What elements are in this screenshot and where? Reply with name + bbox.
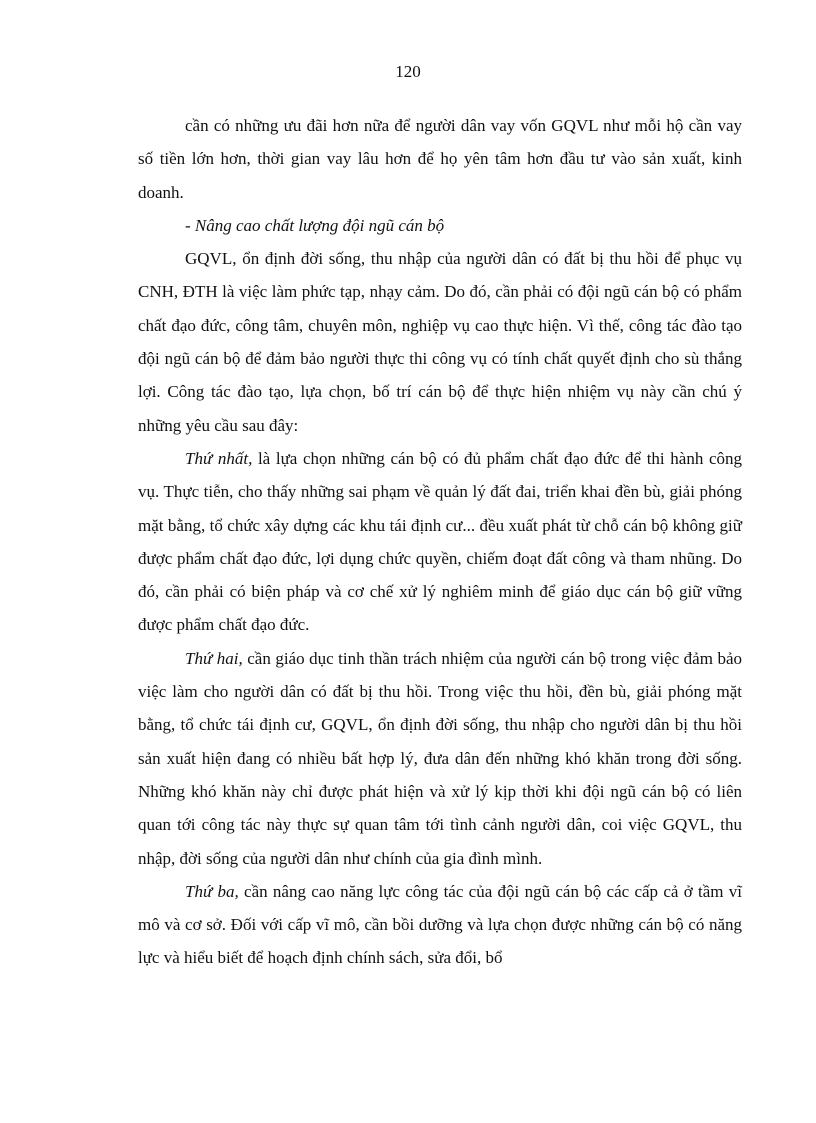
paragraph-continuation: cần có những ưu đãi hơn nữa để người dân vay vốn GQVL như mỗi hộ cần vay số tiền lớn hơn, thời gian vay lâu hơn để họ yên tâm hơn đầu tư vào sản xuất, kinh doanh. xyxy=(138,116,742,202)
first-requirement-lead: Thứ nhất, xyxy=(185,448,253,468)
paragraph-first-requirement xyxy=(138,442,742,642)
first-requirement-text: là lựa chọn những cán bộ có đủ phẩm chất đạo đức để thi hành công vụ. Thực tiễn, cho thấy những sai phạm về quản lý đất đai, triển khai đền bù, giải phóng mặt bằng, tổ chức xây dựng các khu tái định cư... đều xuất phát từ chỗ cán bộ không giữ được phẩm chất đạo đức, lợi dụng chức quyền, chiếm đoạt đất công và tham nhũng. Do đó, cần phải có biện pháp và cơ chế xử lý nghiêm minh để giáo dục cán bộ giữ vững được phẩm chất đạo đức. xyxy=(138,448,742,635)
paragraph-second-requirement xyxy=(138,642,742,875)
second-requirement-lead: Thứ hai, xyxy=(185,648,243,668)
paragraph-intro: GQVL, ổn định đời sống, thu nhập của người dân có đất bị thu hồi để phục vụ CNH, ĐTH là việc làm phức tạp, nhạy cảm. Do đó, cần phải có đội ngũ cán bộ có phẩm chất đạo đức, công tâm, chuyên môn, nghiệp vụ cao thực hiện. Vì thế, công tác đào tạo đội ngũ cán bộ để đảm bảo người thực thi công vụ có tính chất quyết định cho sù thắng lợi. Công tác đào tạo, lựa chọn, bố trí cán bộ để thực hiện nhiệm vụ này cần chú ý những yêu cầu sau đây: xyxy=(138,249,742,435)
page-number: 120 xyxy=(395,62,421,81)
third-requirement-text: cần nâng cao năng lực công tác của đội ngũ cán bộ các cấp cả ở tầm vĩ mô và cơ sở. Đối với cấp vĩ mô, cần bồi dưỡng và lựa chọn được những cán bộ có năng lực và hiểu biết để hoạch định chính sách, sửa đổi, bổ xyxy=(138,881,742,968)
document-body xyxy=(138,109,742,975)
paragraph-third-requirement xyxy=(138,875,742,975)
section-heading: - Nâng cao chất lượng đội ngũ cán bộ xyxy=(185,215,445,235)
third-requirement-lead: Thứ ba, xyxy=(185,881,239,901)
second-requirement-text: cần giáo dục tinh thần trách nhiệm của người cán bộ trong việc đảm bảo việc làm cho người dân có đất bị thu hồi. Trong việc thu hồi, đền bù, giải phóng mặt bằng, tổ chức tái định cư, GQVL, ổn định đời sống, thu nhập cho người dân bị thu hồi sản xuất hiện đang có nhiều bất hợp lý, đưa dân đến những khó khăn trong đời sống. Những khó khăn này chỉ được phát hiện và xử lý kịp thời khi đội ngũ cán bộ có liên quan tới công tác này thực sự quan tâm tới tình cảnh người dân, coi việc GQVL, thu nhập, đời sống của người dân như chính của gia đình mình. xyxy=(138,648,742,868)
